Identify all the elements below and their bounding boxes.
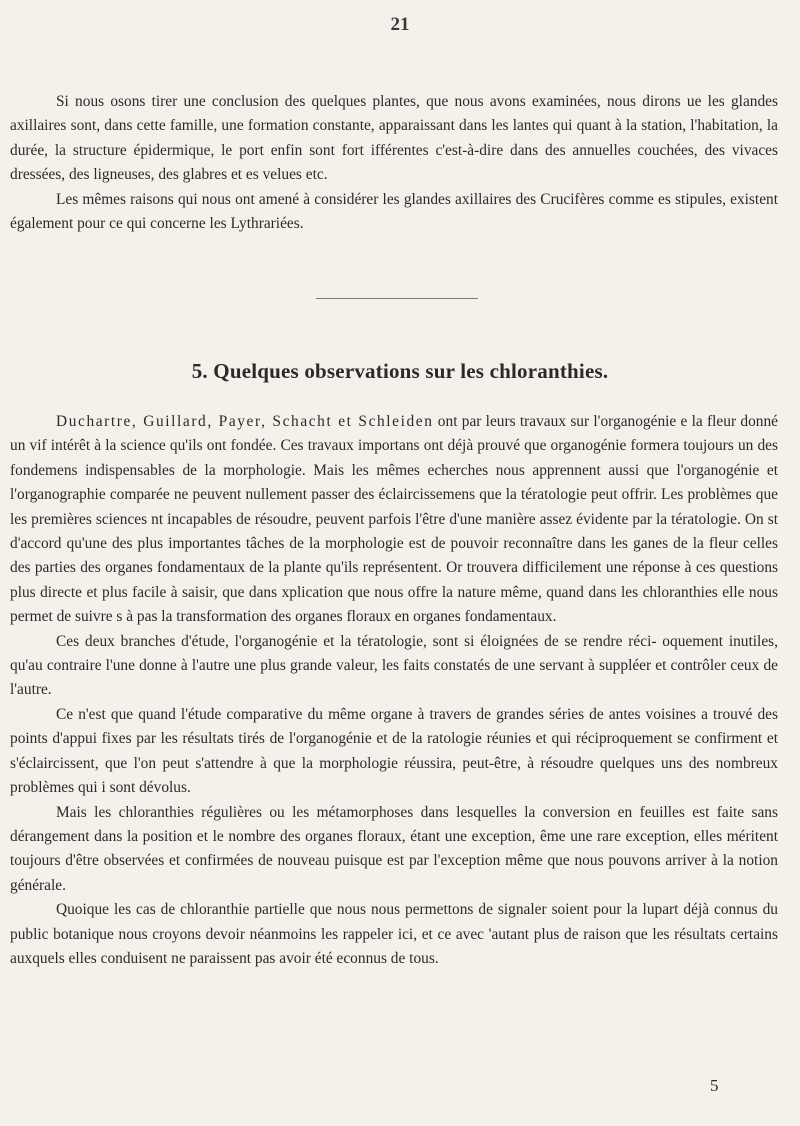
- paragraph-intro: [10, 410, 778, 630]
- section-divider: [316, 298, 478, 299]
- paragraph: Si nous osons tirer une conclusion des quelques plantes, que nous avons examinées, nous dirons ue les glandes axillaires sont, dans cette famille, une formation constante, apparaissant dans les lantes qui quant à la station, l'habitation, la durée, la structure épidermique, le port enfin sont fort ifférentes c'est-à-dire dans des annuelles couchées, des vivaces dressées, des ligneuses, des glabres et es velues etc.: [10, 93, 778, 184]
- paragraph: Ce n'est que quand l'étude comparative du même organe à travers de grandes séries de antes voisines a trouvé des points d'appui fixes par les résultats tirés de l'organogénie et de la ratologie réunies et qui réciproquement se confirment et s'éclaircissent, que l'on peut s'attendre à que la morphologie réussira, peut-être, à résoudre quelques uns des nombreux problèmes qui i sont dévolus.: [10, 705, 778, 797]
- paragraph: Ces deux branches d'étude, l'organogénie et la tératologie, sont si éloignées de se rendre réci- oquement inutiles, qu'au contraire l'une donne à l'autre une plus grande valeur, les faits constatés de une servant à suppléer et contrôler ceux de l'autre.: [10, 632, 778, 699]
- paragraph: Quoique les cas de chloranthie partielle que nous nous permettons de signaler soient pour la lupart déjà connus du public botanique nous croyons devoir néanmoins les rappeler ici, et ce avec 'autant plus de raison que les résultats certains auxquels elles conduisent ne paraissent pas avoir été econnus de tous.: [10, 901, 778, 967]
- section-heading: 5. Quelques observations sur les chloranthies.: [191, 359, 609, 383]
- paragraph: Les mêmes raisons qui nous ont amené à considérer les glandes axillaires des Crucifères comme es stipules, existent également pour ce qui concerne les Lythrariées.: [10, 190, 778, 233]
- page-number-top: 21: [390, 14, 410, 35]
- paragraph-intro-text: ont par leurs travaux sur l'organogénie e la fleur donné un vif intérêt à la science qu'ils ont fondée. Ces travaux importans ont déjà prouvé que organogénie formera toujours un des fondemens indispensables de la morphologie. Mais les mêmes echerches nous apprennent aussi que l'organogénie et l'organographie comparée ne peuvent nullement passer des éclaircissemens que la tératologie peut offrir. Les problèmes que les premières sciences nt incapables de résoudre, peuvent parfois l'être d'une manière assez évidente par la tératologie. On st d'accord qu'une des plus importantes tâches de la morphologie est de pouvoir reconnaître dans les ganes de la fleur celles des parties des organes fondamentaux de la plante qu'ils représentent. Or trouvera difficilement une réponse à ces questions plus directe et plus facile à saisir, que dans xplication que nous offre la nature même, quand dans les chloranthies elle nous permet de suivre s à pas la transformation des organes floraux en organes fondamentaux.: [10, 413, 778, 626]
- author-names: Duchartre, Guillard, Payer, Schacht et Schleiden: [56, 413, 434, 430]
- paragraph: Mais les chloranthies régulières ou les métamorphoses dans lesquelles la conversion en feuilles est faite sans dérangement dans la position et le nombre des organes floraux, étant une exception, ême une rare exception, elles méritent toujours d'être observées et confirmées de nouveau puisque est par l'exception même que nous pouvons arriver à la notion générale.: [10, 803, 778, 894]
- page-number-bottom: 5: [710, 1076, 719, 1095]
- text-block-after: [10, 410, 778, 971]
- text-block-before: [10, 90, 778, 236]
